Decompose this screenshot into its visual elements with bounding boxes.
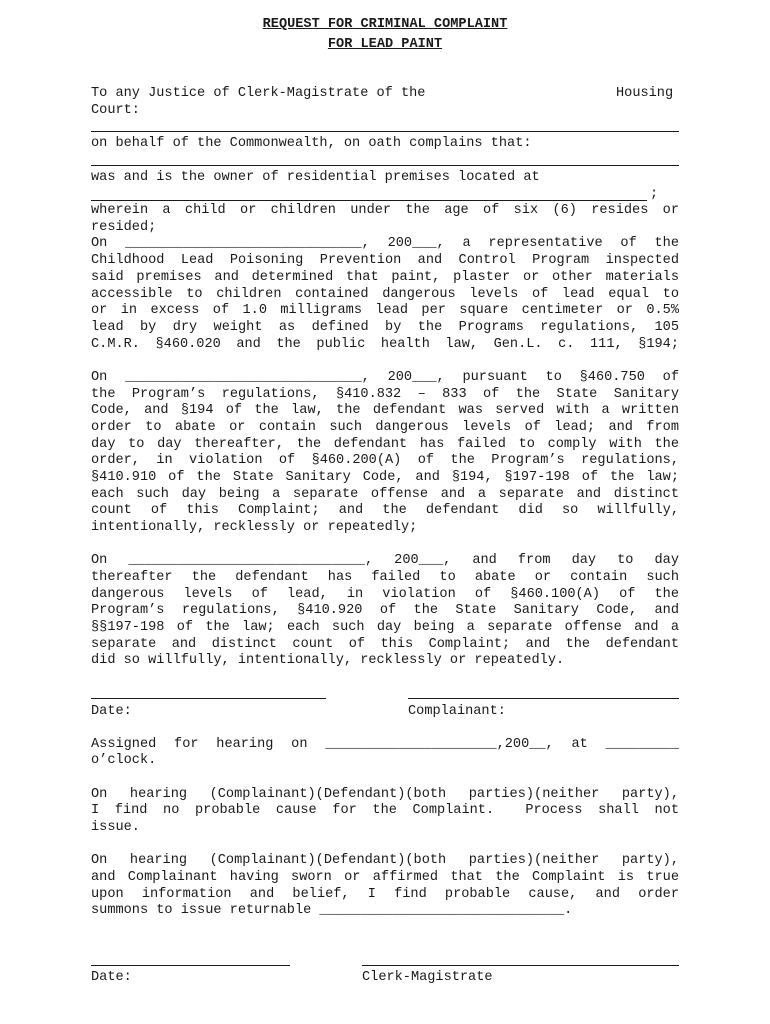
form-title-line2: FOR LEAD PAINT	[327, 37, 443, 52]
owner-text: was and is the owner of residential premises located at	[91, 170, 540, 185]
paragraph-line: Childhood Lead Poisoning Prevention and Control Program inspected	[91, 253, 679, 268]
paragraph-line: summons to issue returnable ______________________________.	[91, 903, 573, 918]
clerk-magistrate-signature-line[interactable]	[362, 965, 679, 966]
court-blank-line[interactable]	[91, 131, 679, 132]
paragraph-line: day to day thereafter, the defendant has failed to comply with the	[91, 437, 679, 452]
defendant-blank-line[interactable]	[91, 165, 679, 166]
paragraph-line: lead by dry weight as defined by the Programs regulations, 105	[91, 320, 679, 335]
address-semicolon: ;	[650, 187, 659, 202]
final-date-signature-line[interactable]	[91, 965, 290, 966]
paragraph-line: Code, and §194 of the law, the defendant was served with a written	[91, 403, 679, 418]
paragraph-line: did so willfully, intentionally, recklessly or repeatedly.	[91, 653, 565, 668]
paragraph-line: On _____________________________, 200___, and from day to day	[91, 553, 679, 568]
paragraph-line: thereafter the defendant has failed to abate or contain such	[91, 570, 679, 585]
paragraph-line: C.M.R. §460.020 and the public health law, Gen.L. c. 111, §194;	[91, 337, 679, 352]
paragraph-line: resided;	[91, 220, 157, 235]
paragraph-line: I find no probable cause for the Complaint. Process shall not	[91, 803, 679, 818]
paragraph-line: count of this Complaint; and the defendant did so willfully,	[91, 503, 679, 518]
hearing-assignment-text: Assigned for hearing on _____________________,200__, at _________	[91, 737, 679, 752]
paragraph-line: upon information and belief, I find probable cause, and order	[91, 887, 679, 902]
paragraph-line: accessible to children contained dangerous levels of lead equal to	[91, 287, 679, 302]
clerk-magistrate-label: Clerk-Magistrate	[362, 970, 493, 985]
date-signature-line[interactable]	[91, 698, 326, 699]
paragraph-line: Program’s regulations, §410.920 of the State Sanitary Code, and	[91, 603, 679, 618]
paragraph-line: each such day being a separate offense and a separate and distinct	[91, 487, 679, 502]
housing-text: Housing	[616, 86, 674, 101]
to-justice-text: To any Justice of Clerk-Magistrate of the	[91, 86, 426, 101]
final-date-label: Date:	[91, 970, 132, 985]
paragraph-line: On hearing (Complainant)(Defendant)(both parties)(neither party),	[91, 853, 679, 868]
hearing-oclock-text: o’clock.	[91, 753, 157, 768]
premises-address-blank-line[interactable]	[91, 200, 647, 201]
complainant-signature-line[interactable]	[408, 698, 679, 699]
paragraph-line: dangerous levels of lead, in violation of §460.100(A) of the	[91, 587, 679, 602]
paragraph-line: §410.910 of the State Sanitary Code, and §194, §197-198 of the law;	[91, 470, 679, 485]
date-label: Date:	[91, 704, 132, 719]
paragraph-line: order to abate or contain such dangerous levels of lead; and from	[91, 420, 679, 435]
paragraph-line: the Program’s regulations, §410.832 – 833 of the State Sanitary	[91, 387, 679, 402]
paragraph-line: intentionally, recklessly or repeatedly;	[91, 520, 418, 535]
complainant-label: Complainant:	[408, 704, 506, 719]
paragraph-line: order, in violation of §460.200(A) of the Program’s regulations,	[91, 453, 679, 468]
court-text: Court:	[91, 103, 140, 118]
paragraph-line: said premises and determined that paint, plaster or other materials	[91, 270, 679, 285]
paragraph-line: On _____________________________, 200___, a representative of the	[91, 236, 679, 251]
paragraph-line: On _____________________________, 200___, pursuant to §460.750 of	[91, 370, 679, 385]
paragraph-line: issue.	[91, 820, 140, 835]
paragraph-line: or in excess of 1.0 milligrams lead per square centimeter or 0.5%	[91, 303, 679, 318]
on-behalf-text: on behalf of the Commonwealth, on oath complains that:	[91, 136, 532, 151]
form-title-line1: REQUEST FOR CRIMINAL COMPLAINT	[262, 17, 508, 32]
paragraph-line: and Complainant having sworn or affirmed that the Complaint is true	[91, 870, 679, 885]
paragraph-line: On hearing (Complainant)(Defendant)(both parties)(neither party),	[91, 787, 679, 802]
paragraph-line: wherein a child or children under the age of six (6) resides or	[91, 203, 679, 218]
paragraph-line: separate and distinct count of this Complaint; and the defendant	[91, 637, 679, 652]
paragraph-line: §§197-198 of the law; each such day being a separate offense and a	[91, 620, 679, 635]
